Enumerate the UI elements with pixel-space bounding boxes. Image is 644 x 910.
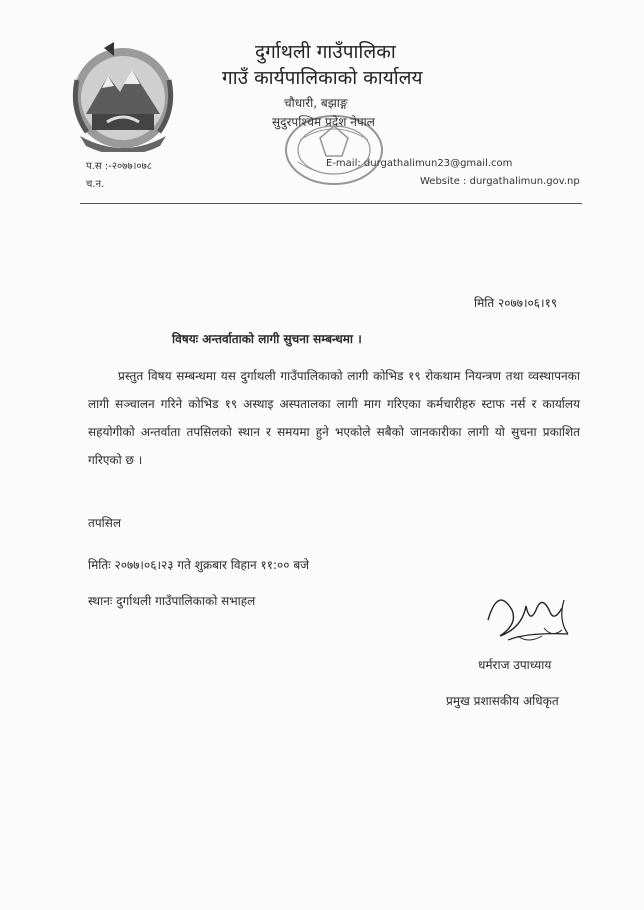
office-place: चौधारी, बझाङ्ग	[284, 96, 348, 110]
signatory-name: धर्मराज उपाध्याय	[478, 658, 552, 672]
email-address: E-mail: durgathalimun23@gmail.com	[326, 158, 513, 169]
office-subheading: गाउँ कार्यपालिकाको कार्यालय	[222, 67, 423, 89]
office-name-heading: दुर्गाथली गाउँपालिका	[255, 41, 396, 63]
office-province: सुदुरपश्चिम प्रदेश नेपाल	[272, 115, 375, 129]
signatory-title: प्रमुख प्रशासकीय अधिकृत	[446, 694, 559, 708]
letter-subject: विषयः अन्तर्वाताको लागी सुचना सम्बन्धमा ।	[172, 332, 362, 346]
letter-date: मिति २०७७।०६।१९	[474, 296, 558, 310]
reference-number: प.स :-२०७७।०७८	[86, 161, 152, 172]
website-address: Website : durgathalimun.gov.np	[420, 176, 580, 187]
interview-venue-line: स्थानः दुर्गाथली गाउँपालिकाको सभाहल	[88, 594, 256, 608]
handwritten-signature	[478, 580, 588, 658]
header-divider	[80, 203, 582, 204]
nepal-emblem-logo	[62, 40, 184, 152]
letter-body-paragraph: प्रस्तुत विषय सम्बन्धमा यस दुर्गाथली गाउँपालिकाको लागी कोभिड १९ रोकथाम नियन्त्रण तथा व्वस्थापनका लागी सञ्चालन गरिने कोभिड १९ अस्थाइ अस्पतालका लागी माग गरिएका कर्मचारीहरु स्टाफ नर्स र कार्यालय सहयोगीको अन्तर्वाता तपसिलको स्थान र समयमा हुने भएकोले सबैको जानकारीका लागी यो सुचना प्रकाशित गरिएको छ ।	[88, 369, 580, 467]
detail-heading: तपसिल	[88, 516, 122, 530]
dispatch-number: च.न.	[86, 179, 105, 190]
interview-date-line: मितिः २०७७।०६।२३ गते शुक्रबार विहान ११:०० बजे	[88, 558, 310, 572]
